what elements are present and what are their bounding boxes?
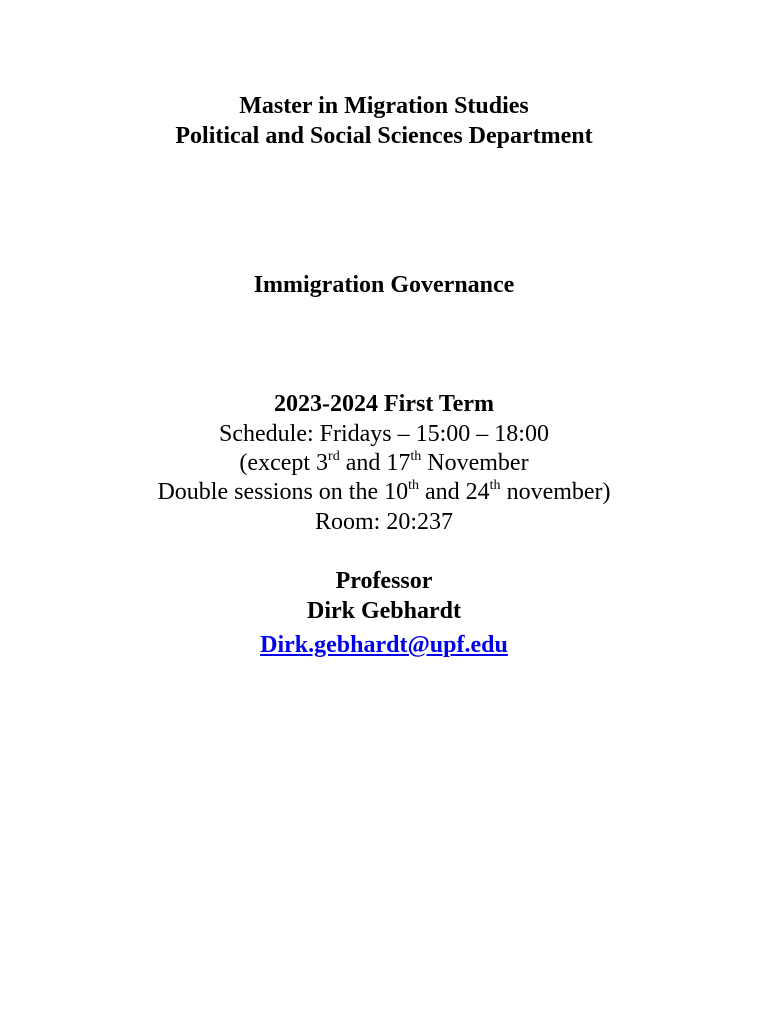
- email-line: [0, 630, 768, 660]
- double-middle: and 24: [419, 479, 490, 505]
- professor-label: Professor: [335, 568, 433, 594]
- except-sup-1: rd: [328, 449, 340, 464]
- double-suffix: november): [500, 479, 611, 505]
- double-prefix: Double sessions on the 10: [157, 479, 409, 505]
- double-sup-2: th: [489, 478, 501, 493]
- email-link[interactable]: Dirk.gebhardt@upf.edu: [260, 632, 508, 658]
- room-line: Room: 20:237: [314, 509, 453, 535]
- department-title: Political and Social Sciences Department: [175, 123, 593, 149]
- program-title: Master in Migration Studies: [239, 93, 529, 119]
- schedule-line: Schedule: Fridays – 15:00 – 18:00: [219, 421, 549, 447]
- double-sup-1: th: [408, 478, 420, 493]
- except-sup-2: th: [410, 449, 422, 464]
- term-title: 2023-2024 First Term: [274, 391, 494, 417]
- except-prefix: (except 3: [239, 450, 329, 476]
- professor-name: Dirk Gebhardt: [306, 598, 461, 624]
- except-middle: and 17: [339, 450, 411, 476]
- except-suffix: November: [421, 450, 529, 476]
- except-line: [0, 448, 768, 478]
- double-sessions-line: [0, 477, 768, 507]
- course-title: Immigration Governance: [253, 272, 515, 298]
